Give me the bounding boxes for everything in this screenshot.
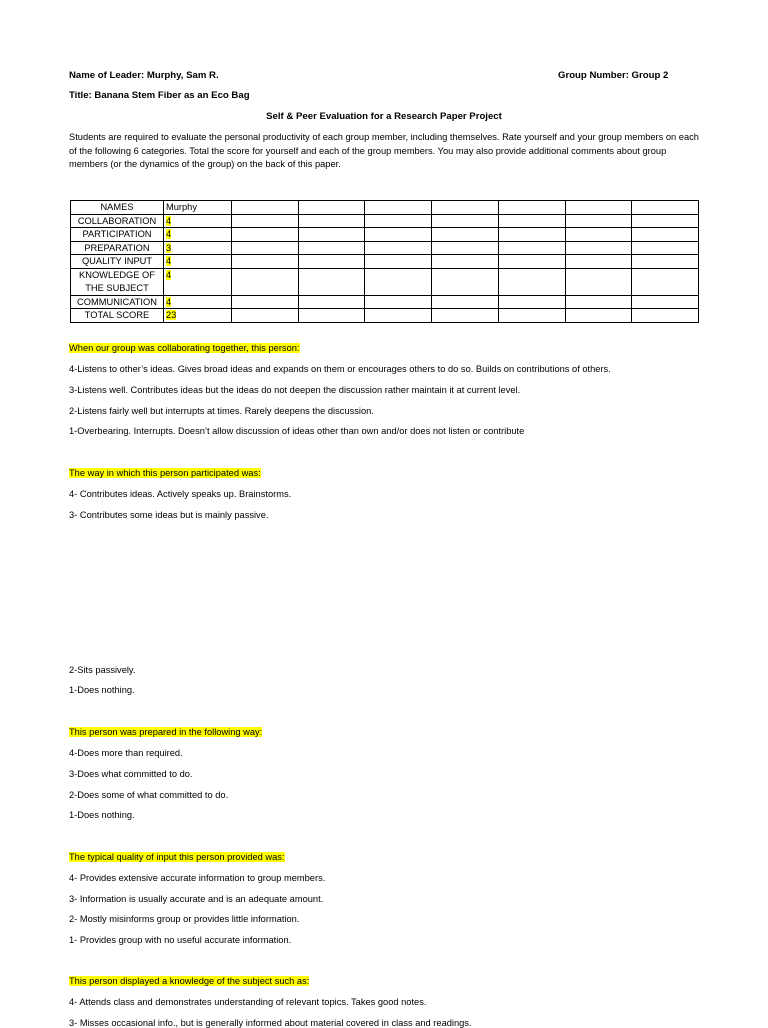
score-value: 4 bbox=[166, 296, 172, 307]
table-cell bbox=[632, 201, 699, 215]
table-row bbox=[71, 214, 699, 228]
section-heading-knowledge: This person displayed a knowledge of the subject such as: bbox=[69, 976, 310, 986]
score-value: 3 bbox=[166, 242, 172, 253]
category-label: PARTICIPATION bbox=[71, 228, 164, 242]
category-label-line2: THE SUBJECT bbox=[85, 282, 149, 293]
rubric-item: 1- Provides group with no useful accurate information. bbox=[69, 935, 292, 945]
rubric-item: 4-Listens to other’s ideas. Gives broad ideas and expands on them or encourages others to do so. Builds on contributions of others. bbox=[69, 364, 611, 374]
category-label-line1: KNOWLEDGE OF bbox=[79, 269, 155, 280]
table-row-total bbox=[71, 309, 699, 323]
rubric-item: 3-Does what committed to do. bbox=[69, 769, 193, 779]
table-row bbox=[71, 241, 699, 255]
intro-paragraph: Students are required to evaluate the personal productivity of each group member, including themselves. Rate yourself and your group members on each of the following 6 categories. Total the score for yourself and each of the group members. You may also provide additional comments about group members (or the dynamics of the group) on the back of this paper. bbox=[69, 132, 699, 169]
score-value: 4 bbox=[166, 229, 172, 239]
rubric-item: 1-Overbearing. Interrupts. Doesn’t allow discussion of ideas other than own and/or does not listen or contribute bbox=[69, 426, 525, 436]
rubric-item: 3-Listens well. Contributes ideas but the ideas do not deepen the discussion rather maintain it at current level. bbox=[69, 385, 521, 395]
table-cell bbox=[498, 201, 565, 215]
rubric-item: 2- Mostly misinforms group or provides little information. bbox=[69, 914, 300, 924]
table-cell bbox=[365, 201, 432, 215]
rubric-item: 4-Does more than required. bbox=[69, 748, 183, 758]
rubric-item: 2-Sits passively. bbox=[69, 665, 136, 675]
section-heading-preparation: This person was prepared in the following way: bbox=[69, 727, 263, 737]
total-score-value: 23 bbox=[166, 310, 177, 320]
rubric-item: 1-Does nothing. bbox=[69, 685, 135, 695]
rubric-item: 4- Contributes ideas. Actively speaks up. Brainstorms. bbox=[69, 489, 292, 499]
total-label: TOTAL SCORE bbox=[71, 309, 164, 323]
names-header: NAMES bbox=[71, 201, 164, 215]
table-row bbox=[71, 295, 699, 309]
evaluation-table bbox=[70, 200, 699, 323]
category-label: PREPARATION bbox=[71, 241, 164, 255]
section-heading-collaboration: When our group was collaborating together, this person: bbox=[69, 343, 300, 353]
category-label: COLLABORATION bbox=[71, 214, 164, 228]
category-label bbox=[71, 268, 164, 295]
project-title: Title: Banana Stem Fiber as an Eco Bag bbox=[69, 90, 250, 101]
table-cell bbox=[432, 201, 499, 215]
table-row bbox=[71, 228, 699, 242]
category-label: COMMUNICATION bbox=[71, 295, 164, 309]
score-value: 4 bbox=[166, 269, 172, 280]
rubric-item: 1-Does nothing. bbox=[69, 810, 135, 820]
rubric-item: 2-Does some of what committed to do. bbox=[69, 790, 229, 800]
leader-name: Name of Leader: Murphy, Sam R. bbox=[69, 70, 219, 81]
group-number: Group Number: Group 2 bbox=[558, 70, 669, 81]
rubric-item: 4- Provides extensive accurate information to group members. bbox=[69, 873, 326, 883]
table-row bbox=[71, 255, 699, 269]
rubric-item: 4- Attends class and demonstrates understanding of relevant topics. Takes good notes. bbox=[69, 997, 427, 1007]
rubric-item: 2-Listens fairly well but interrupts at times. Rarely deepens the discussion. bbox=[69, 406, 374, 416]
member-name: Murphy bbox=[164, 201, 232, 215]
table-cell bbox=[565, 201, 632, 215]
table-cell bbox=[298, 201, 365, 215]
score-value: 4 bbox=[166, 256, 172, 266]
rubric-item: 3- Misses occasional info., but is generally informed about material covered in class and readings. bbox=[69, 1018, 472, 1028]
rubric-item: 3- Information is usually accurate and is an adequate amount. bbox=[69, 894, 324, 904]
category-label: QUALITY INPUT bbox=[71, 255, 164, 269]
section-heading-quality-input: The typical quality of input this person provided was: bbox=[69, 852, 285, 862]
table-row bbox=[71, 268, 699, 295]
table-cell bbox=[232, 201, 299, 215]
page-heading: Self & Peer Evaluation for a Research Paper Project bbox=[266, 111, 502, 122]
table-header-row bbox=[71, 201, 699, 215]
rubric-item: 3- Contributes some ideas but is mainly passive. bbox=[69, 510, 269, 520]
section-heading-participation: The way in which this person participated was: bbox=[69, 468, 261, 478]
score-value: 4 bbox=[166, 215, 172, 226]
